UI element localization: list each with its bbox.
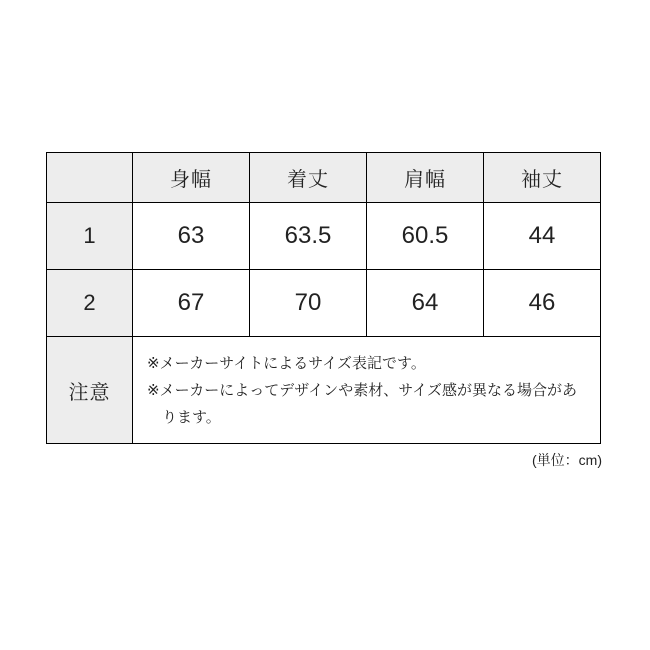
note-row-label: 注意: [47, 337, 133, 444]
size-2-shoulder-width: 64: [367, 270, 484, 337]
unit-label: (単位：cm): [532, 452, 602, 468]
note-line-1: ※メーカーサイトによるサイズ表記です。: [147, 354, 426, 372]
size-1-body-width: 63: [133, 203, 250, 270]
size-1-length: 63.5: [250, 203, 367, 270]
size-2-sleeve-length: 46: [484, 270, 601, 337]
header-cell-body-width: 身幅: [133, 153, 250, 203]
header-row: [47, 153, 601, 203]
size-row-1-label: 1: [47, 203, 133, 270]
header-cell-length: 着丈: [250, 153, 367, 203]
size-row-2-label: 2: [47, 270, 133, 337]
size-row-2: [47, 270, 601, 337]
note-cell: [133, 337, 601, 444]
size-1-shoulder-width: 60.5: [367, 203, 484, 270]
size-2-length: 70: [250, 270, 367, 337]
size-row-1: [47, 203, 601, 270]
note-row: [47, 337, 601, 444]
size-1-sleeve-length: 44: [484, 203, 601, 270]
header-cell-sleeve-length: 袖丈: [484, 153, 601, 203]
size-chart-table: [46, 152, 601, 444]
note-line-2: ※メーカーによってデザインや素材、サイズ感が異なる場合があります。: [147, 381, 578, 426]
size-2-body-width: 67: [133, 270, 250, 337]
header-cell-shoulder-width: 肩幅: [367, 153, 484, 203]
corner-cell: [47, 153, 133, 203]
